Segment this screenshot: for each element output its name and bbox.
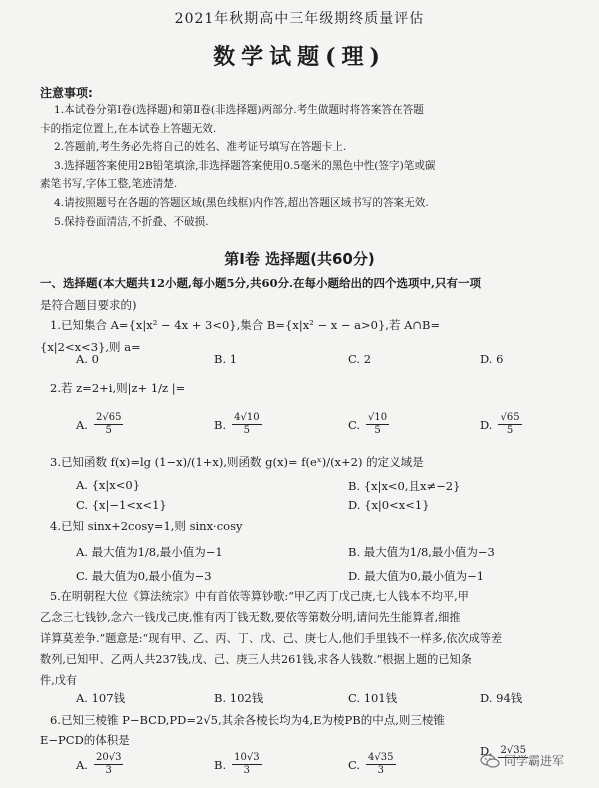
intro-line: 一、选择题(本大题共12小题,每小题5分,共60分.在每小题给出的四个选项中,只有一项 <box>40 276 481 290</box>
q1-option-c[interactable]: C. 2 <box>348 352 372 366</box>
q5-option-b[interactable]: B. 102钱 <box>214 691 264 705</box>
notice-line: 1.本试卷分第Ⅰ卷(选择题)和第Ⅱ卷(非选择题)两部分.考生做题时将答案答在答题 <box>54 104 424 116</box>
q2-option-c[interactable] <box>348 412 389 437</box>
section-intro <box>40 272 580 316</box>
q2-option-a[interactable] <box>76 412 123 437</box>
q6-option-d-label: D. <box>480 744 493 758</box>
q2-option-c-label: C. <box>348 417 361 432</box>
question-5-options <box>40 690 560 712</box>
question-4-stem: 4.已知 sinx+2cosy=1,则 sinx·cosy <box>50 519 243 533</box>
q2-option-d-label: D. <box>480 417 493 432</box>
fraction <box>94 412 123 437</box>
watermark-text: 同学霸进军 <box>504 754 565 768</box>
section-title: 第Ⅰ卷 选择题(共60分) <box>224 250 375 268</box>
q2-option-b-label: B. <box>214 417 227 432</box>
notice-title: 注意事项: <box>40 86 93 100</box>
fraction-denominator: 5 <box>105 425 112 436</box>
fraction <box>94 752 123 777</box>
question-4-options-row-1 <box>40 544 560 566</box>
q3-option-c[interactable]: C. {x|−1<x<1} <box>76 498 167 512</box>
notice-line: 卡的指定位置上,在本试卷上答题无效. <box>40 122 217 135</box>
q4-option-b[interactable]: B. 最大值为1/8,最小值为−3 <box>348 545 495 559</box>
q6-option-b-label: B. <box>214 757 227 772</box>
q4-option-c[interactable]: C. 最大值为0,最小值为−3 <box>76 569 212 583</box>
notice-line: 4.请按照题号在各题的答题区域(黑色线框)内作答,超出答题区域书写的答案无效. <box>54 196 429 209</box>
intro-line: 是符合题目要求的) <box>40 298 137 312</box>
question-3-options-row-1 <box>40 478 560 500</box>
question-1-options <box>40 352 560 374</box>
q4-option-a[interactable]: A. 最大值为1/8,最小值为−1 <box>76 545 223 559</box>
q2-option-d[interactable] <box>480 412 522 437</box>
fraction <box>366 752 395 777</box>
q6-option-a-label: A. <box>76 757 88 772</box>
q6-option-b[interactable] <box>214 752 262 777</box>
fraction-numerator: 10√3 <box>234 752 260 763</box>
fraction-denominator: 5 <box>506 425 514 436</box>
question-5-stem <box>40 586 580 691</box>
q1-stem-line: 1.已知集合 A={x|x² − 4x + 3<0},集合 B={x|x² − x − a>0},若 A∩B= <box>50 318 441 332</box>
q5-stem-line: 件,戊有 <box>40 674 78 687</box>
question-2-stem: 2.若 z=2+i,则|z+ 1/z |= <box>50 381 186 395</box>
q5-stem-line: 详算莫差争.”题意是:“现有甲、乙、丙、丁、戊、己、庚七人,他们手里钱不一样多,依次成等差 <box>40 632 503 645</box>
fraction-numerator: √65 <box>500 412 520 423</box>
q6-option-c[interactable] <box>348 752 396 777</box>
notice-line: 2.答题前,考生务必先将自己的姓名、准考证号填写在答题卡上. <box>54 141 347 154</box>
q3-option-d[interactable]: D. {x|0<x<1} <box>348 498 430 512</box>
q6-option-c-label: C. <box>348 757 361 772</box>
q1-stem-line: {x|2<x<3},则 a= <box>40 340 141 354</box>
q6-option-a[interactable] <box>76 752 123 777</box>
q5-stem-line: 5.在明朝程大位《算法统宗》中有首依等算钞歌:“甲乙丙丁戊己庚,七人钱本不均平,甲 <box>50 590 469 603</box>
q3-option-a[interactable]: A. {x|x<0} <box>76 478 141 492</box>
q1-option-b[interactable]: B. 1 <box>214 352 238 366</box>
q5-option-d[interactable]: D. 94钱 <box>480 691 523 705</box>
q5-option-a[interactable]: A. 107钱 <box>76 691 126 705</box>
fraction-numerator: 2√35 <box>500 744 526 756</box>
notice-line: 5.保持卷面清洁,不折叠、不破损. <box>54 215 209 228</box>
notice-line: 素笔书写,字体工整,笔迹清楚. <box>40 178 178 191</box>
fraction-numerator: 2√65 <box>95 412 122 423</box>
fraction-denominator: 3 <box>105 765 112 776</box>
q3-option-b[interactable]: B. {x|x<0,且x≠−2} <box>348 479 461 493</box>
q5-stem-line: 数列,已知甲、乙两人共237钱,戊、己、庚三人共261钱,求各人钱数.”根据上题的已知条 <box>40 653 472 666</box>
q1-option-a[interactable]: A. 0 <box>76 352 99 366</box>
question-2-options <box>40 412 560 442</box>
q2-option-a-label: A. <box>76 417 88 432</box>
q5-option-c[interactable]: C. 101钱 <box>348 691 398 705</box>
q6-stem-line: 6.已知三棱锥 P−BCD,PD=2√5,其余各棱长均为4,E为棱PB的中点,则三棱锥 <box>50 713 445 727</box>
watermark <box>480 752 564 769</box>
fraction <box>232 752 261 777</box>
fraction-denominator: 5 <box>243 425 251 436</box>
q6-stem-line: E−PCD的体积是 <box>40 733 130 747</box>
fraction-numerator: 4√35 <box>368 752 394 763</box>
fraction-denominator: 5 <box>374 425 381 436</box>
exam-header-line: 2021年秋期高中三年级期终质量评估 <box>174 11 425 27</box>
fraction <box>366 412 389 437</box>
q2-option-b[interactable] <box>214 412 262 437</box>
exam-title: 数学试题(理) <box>213 44 386 70</box>
question-3-options-row-2 <box>40 498 560 520</box>
fraction-numerator: √10 <box>368 412 388 423</box>
fraction <box>498 412 521 437</box>
q1-option-d[interactable]: D. 6 <box>480 352 504 366</box>
wechat-icon <box>480 754 500 768</box>
notice-list <box>40 101 580 231</box>
fraction-denominator: 3 <box>377 765 384 776</box>
fraction-denominator: 3 <box>243 765 251 776</box>
q5-stem-line: 乙念三七钱钞,念六一钱戊己庚,惟有丙丁钱无数,要依等第数分明,请问先生能算者,细推 <box>40 611 461 624</box>
q4-option-d[interactable]: D. 最大值为0,最小值为−1 <box>348 569 485 583</box>
fraction-numerator: 20√3 <box>95 752 122 763</box>
fraction <box>232 412 261 437</box>
notice-line: 3.选择题答案使用2B铅笔填涂,非选择题答案使用0.5毫米的黑色中性(签字)笔或碳 <box>54 159 436 172</box>
question-3-stem: 3.已知函数 f(x)=lg (1−x)/(1+x),则函数 g(x)= f(eˣ)/(x+2) 的定义域是 <box>50 455 424 469</box>
fraction-numerator: 4√10 <box>234 412 260 423</box>
